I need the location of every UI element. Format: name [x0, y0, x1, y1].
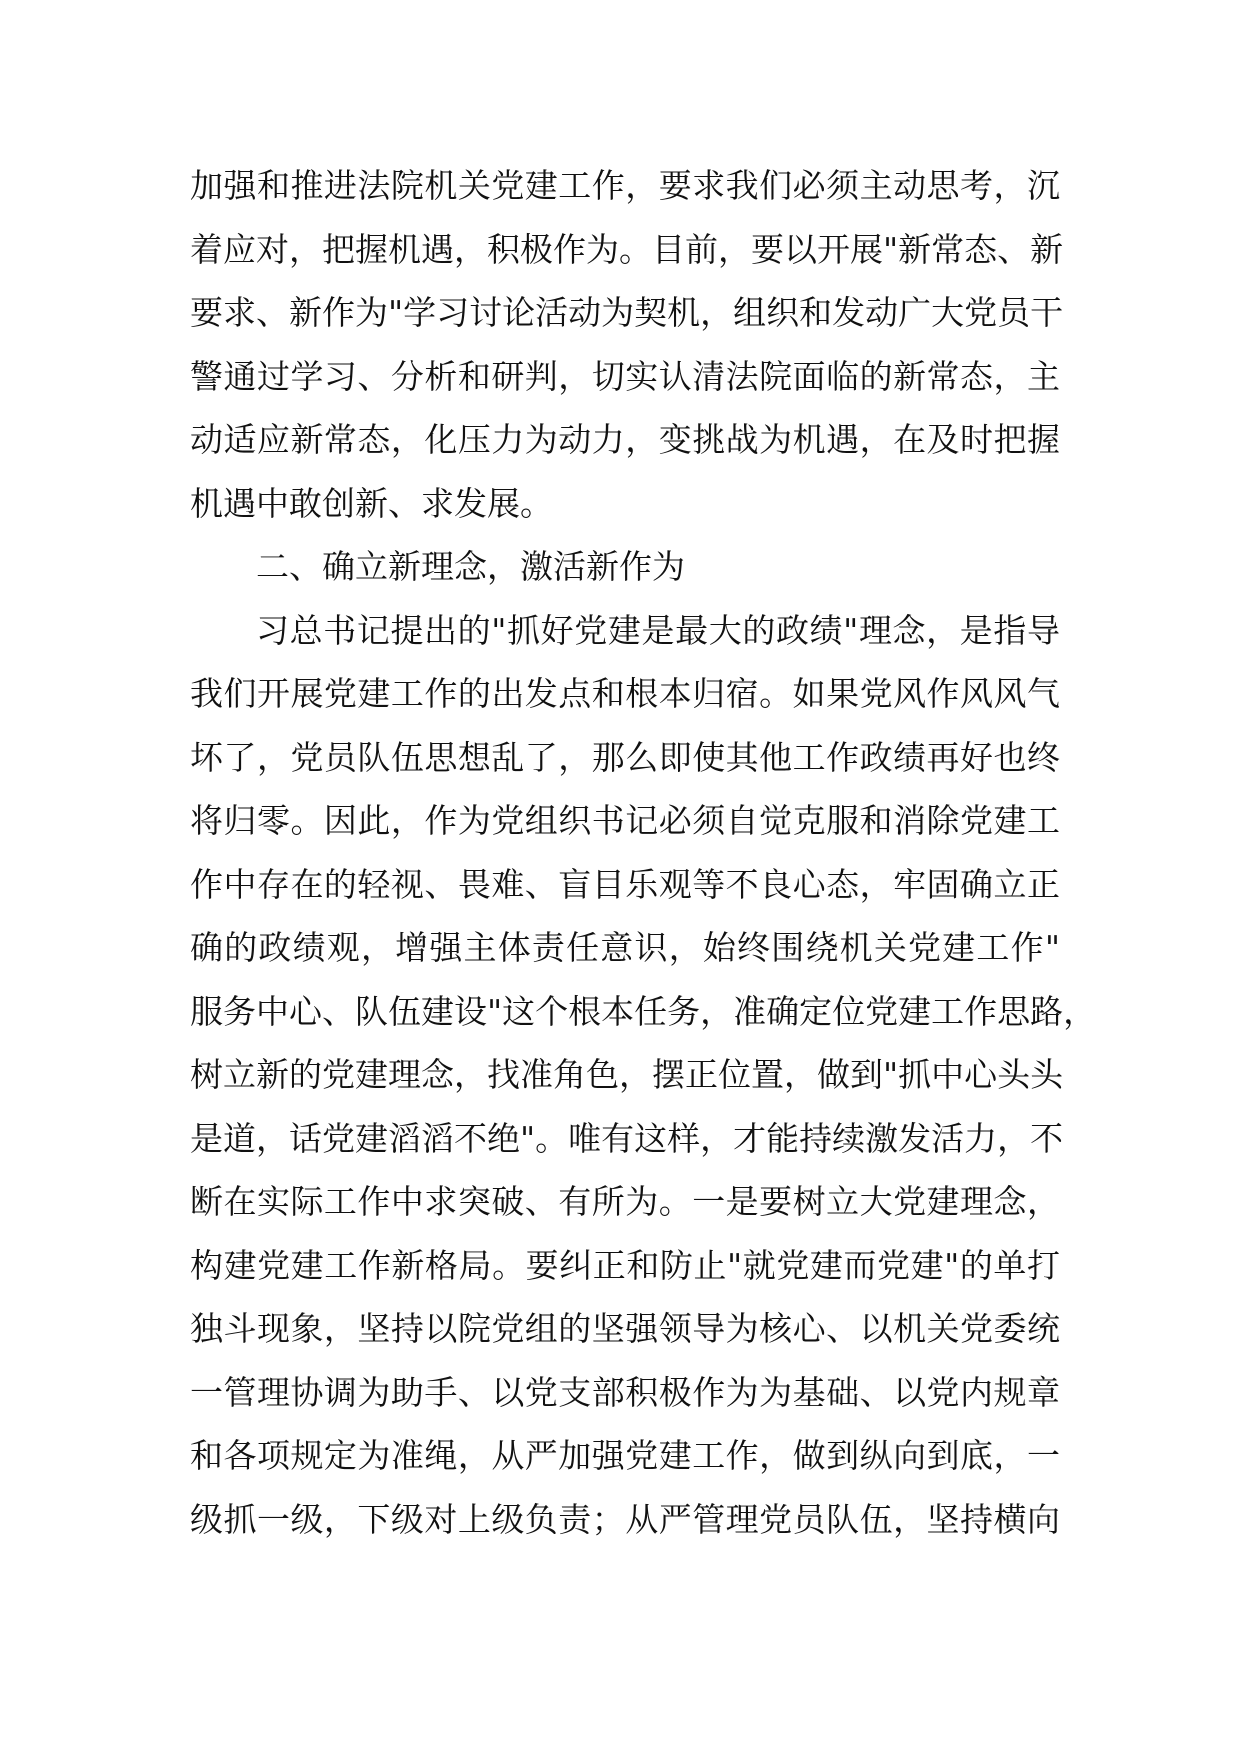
text-line: 习总书记提出的"抓好党建是最大的政绩"理念，是指导: [256, 610, 1060, 650]
text-line: 树立新的党建理念，找准角色，摆正位置，做到"抓中心头头: [190, 1055, 1064, 1094]
text-line: 和各项规定为准绳，从严加强党建工作，做到纵向到底，一: [190, 1436, 1060, 1475]
text-line: 级抓一级，下级对上级负责；从严管理党员队伍，坚持横向: [190, 1499, 1060, 1539]
text-line: 确的政绩观，增强主体责任意识，始终围绕机关党建工作": [190, 928, 1060, 967]
text-line: 服务中心、队伍建设"这个根本任务，准确定位党建工作思路，: [190, 991, 1097, 1031]
text-line: 断在实际工作中求突破、有所为。一是要树立大党建理念，: [190, 1182, 1060, 1221]
text-line: 加强和推进法院机关党建工作，要求我们必须主动思考，沉: [190, 166, 1060, 205]
text-line: 作中存在的轻视、畏难、盲目乐观等不良心态，牢固确立正: [190, 864, 1060, 904]
text-line: 机遇中敢创新、求发展。: [190, 483, 553, 523]
text-line: 动适应新常态，化压力为动力，变挑战为机遇，在及时把握: [190, 420, 1060, 459]
text-line: 着应对，把握机遇，积极作为。目前，要以开展"新常态、新: [190, 229, 1064, 269]
text-line: 独斗现象，坚持以院党组的坚强领导为核心、以机关党委统: [190, 1309, 1060, 1348]
text-line: 要求、新作为"学习讨论活动为契机，组织和发动广大党员干: [190, 293, 1064, 332]
text-line: 是道，话党建滔滔不绝"。唯有这样，才能持续激发活力，不: [190, 1118, 1064, 1158]
body-text: [190, 154, 1097, 1551]
section-heading: 二、确立新理念，激活新作为: [256, 547, 685, 586]
text-line: 构建党建工作新格局。要纠正和防止"就党建而党建"的单打: [190, 1245, 1060, 1285]
text-line: 一管理协调为助手、以党支部积极作为为基础、以党内规章: [190, 1372, 1060, 1412]
text-line: 将归零。因此，作为党组织书记必须自觉克服和消除党建工: [190, 801, 1060, 840]
text-line: 坏了，党员队伍思想乱了，那么即使其他工作政绩再好也终: [190, 737, 1060, 777]
text-line: 我们开展党建工作的出发点和根本归宿。如果党风作风风气: [190, 674, 1060, 713]
text-line: 警通过学习、分析和研判，切实认清法院面临的新常态，主: [190, 356, 1060, 396]
